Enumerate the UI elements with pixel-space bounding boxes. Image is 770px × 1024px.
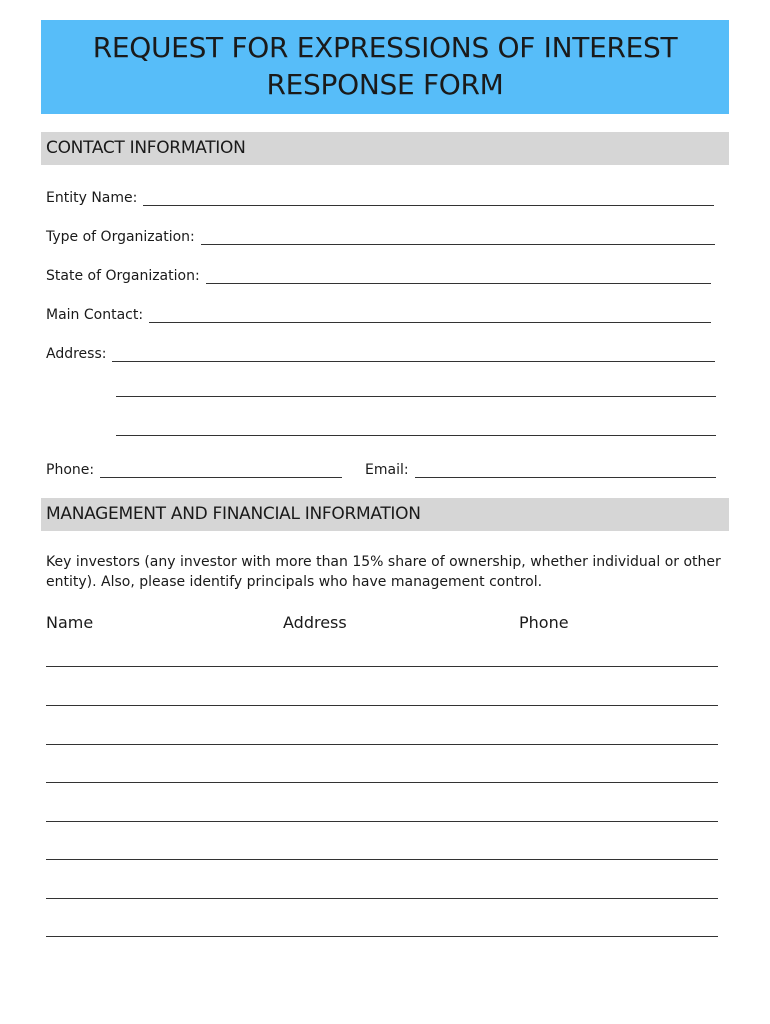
- contact-information-heading: CONTACT INFORMATION: [41, 132, 729, 165]
- state-of-organization-blank[interactable]: [206, 269, 711, 284]
- form-title-line-1: REQUEST FOR EXPRESSIONS OF INTEREST: [92, 31, 678, 64]
- state-of-organization-field[interactable]: [46, 264, 711, 284]
- address-label: Address:: [46, 346, 107, 362]
- entity-name-label: Entity Name:: [46, 190, 138, 206]
- investor-entry-line[interactable]: [46, 705, 718, 706]
- address-blank-line-3[interactable]: [116, 435, 716, 436]
- main-contact-field[interactable]: [46, 303, 711, 323]
- form-title-line-2: RESPONSE FORM: [266, 68, 504, 101]
- address-blank-line-1[interactable]: [112, 347, 715, 362]
- main-contact-blank[interactable]: [149, 308, 711, 323]
- main-contact-label: Main Contact:: [46, 307, 144, 323]
- phone-blank[interactable]: [100, 463, 342, 478]
- investor-entry-line[interactable]: [46, 666, 718, 667]
- investor-entry-line[interactable]: [46, 898, 718, 899]
- column-header-phone: Phone: [519, 613, 569, 632]
- address-field[interactable]: [46, 342, 715, 362]
- investor-entry-line[interactable]: [46, 821, 718, 822]
- column-header-address: Address: [283, 613, 347, 632]
- phone-field[interactable]: [46, 458, 342, 478]
- state-of-organization-label: State of Organization:: [46, 268, 200, 284]
- investor-entry-line[interactable]: [46, 936, 718, 937]
- entity-name-field[interactable]: [46, 186, 714, 206]
- key-investors-instructions: Key investors (any investor with more than 15% share of ownership, whether individual or other entity). Also, please identify principals who have management control.: [46, 554, 721, 590]
- address-blank-line-2[interactable]: [116, 396, 716, 397]
- email-label: Email:: [365, 462, 409, 478]
- email-field[interactable]: [365, 458, 716, 478]
- type-of-organization-field[interactable]: [46, 225, 715, 245]
- phone-label: Phone:: [46, 462, 95, 478]
- entity-name-blank[interactable]: [143, 191, 714, 206]
- column-header-name: Name: [46, 613, 94, 632]
- management-financial-heading: MANAGEMENT AND FINANCIAL INFORMATION: [41, 498, 729, 531]
- investor-entry-line[interactable]: [46, 859, 718, 860]
- investor-entry-line[interactable]: [46, 782, 718, 783]
- type-of-organization-label: Type of Organization:: [46, 229, 195, 245]
- form-title-banner: [41, 20, 729, 114]
- investor-entry-line[interactable]: [46, 744, 718, 745]
- email-blank[interactable]: [415, 463, 716, 478]
- type-of-organization-blank[interactable]: [201, 230, 715, 245]
